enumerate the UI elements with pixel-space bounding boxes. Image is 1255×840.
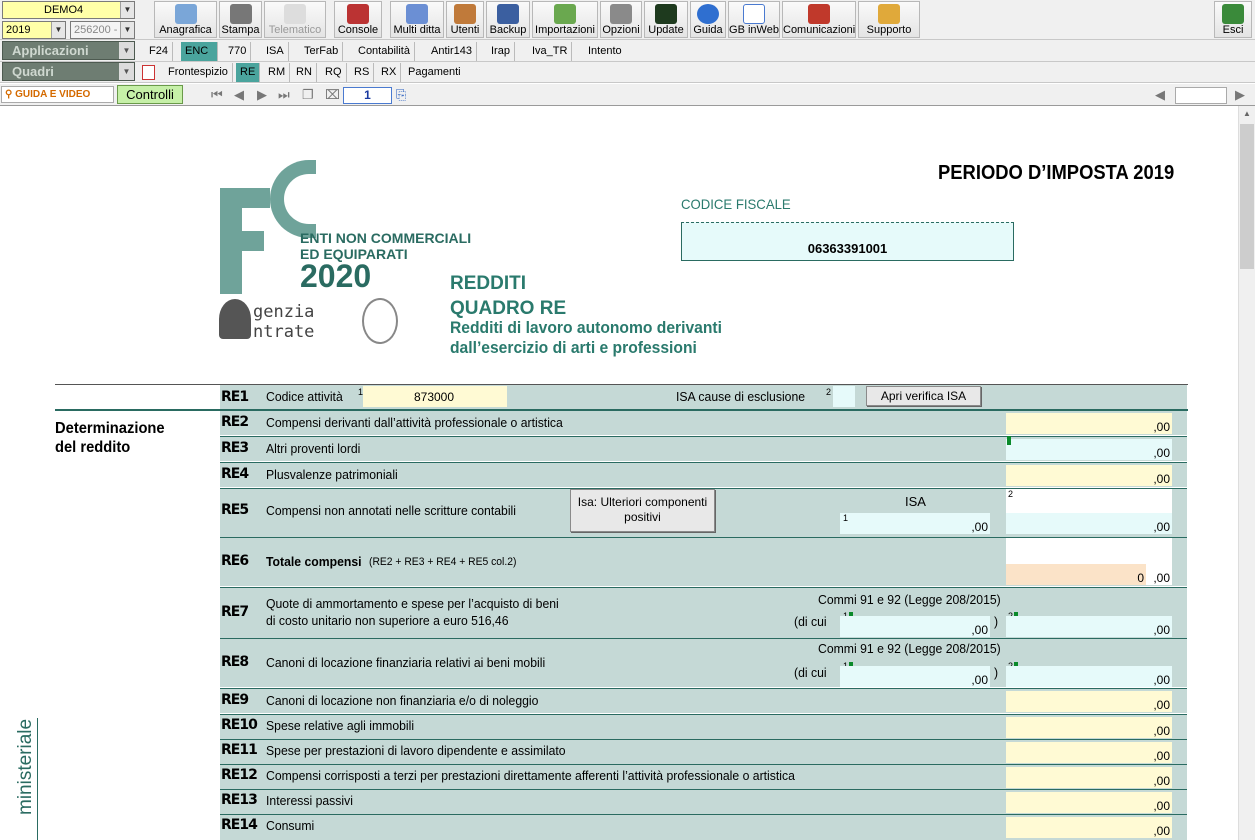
re7-col1-field[interactable]: ,00 [840, 616, 990, 637]
download-icon [554, 4, 576, 24]
quadri-label: Quadri [12, 64, 54, 79]
button-label: Console [337, 24, 379, 36]
chevron-down-icon: ▼ [119, 63, 134, 80]
gbinweb-button[interactable] [728, 1, 780, 38]
re6-blank [1006, 538, 1172, 564]
esci-button[interactable] [1214, 1, 1252, 38]
quadro-title: QUADRO RE [450, 298, 567, 319]
close-paren: ) [994, 665, 999, 680]
button-label: Comunicazioni [783, 24, 856, 36]
isa-cause-label: ISA cause di esclusione [676, 389, 806, 404]
guida-label: GUIDA E VIDEO [15, 89, 91, 100]
commi-label: Commi 91 e 92 (Legge 208/2015) [818, 641, 1001, 656]
button-label: Telematico [268, 24, 322, 36]
button-label: Utenti [450, 24, 480, 36]
row-label: Spese relative agli immobili [266, 718, 415, 733]
scroll-left-icon[interactable]: ◀ [1155, 87, 1165, 102]
chevron-down-icon: ▼ [119, 42, 134, 59]
apri-verifica-isa-button[interactable]: Apri verifica ISA [866, 386, 981, 406]
pdf-icon[interactable] [142, 65, 155, 80]
codice-attivita-field[interactable]: 873000 [363, 386, 507, 407]
backup-button[interactable] [486, 1, 530, 38]
button-label-line2: positivi [624, 510, 661, 524]
row-code: RE4 [221, 466, 249, 482]
quadri-select[interactable] [2, 62, 135, 81]
guida-video-button[interactable] [1, 86, 114, 103]
column-number: 2 [826, 387, 832, 397]
enc-logo-c [270, 160, 316, 238]
anagrafica-button[interactable] [154, 1, 217, 38]
utenti-button[interactable] [446, 1, 484, 38]
row-note: (RE2 + RE3 + RE4 + RE5 col.2) [369, 556, 517, 568]
column-number: 2 [1008, 489, 1014, 499]
page-number-field[interactable]: 1 [343, 87, 392, 104]
tab-rm[interactable]: RM [264, 63, 290, 82]
row-code: RE8 [221, 654, 249, 670]
console-icon [347, 4, 369, 24]
cloud-icon [743, 4, 765, 24]
guida-button[interactable] [690, 1, 726, 38]
section-title-line1: Determinazione [55, 420, 165, 437]
row-label: Totale compensi [266, 554, 362, 569]
tab-f24[interactable]: F24 [145, 42, 173, 61]
year-select[interactable] [2, 21, 66, 39]
tab-re[interactable]: RE [236, 63, 260, 82]
year-value: 2019 [6, 24, 31, 36]
server-icon [497, 4, 519, 24]
re5-col2-field[interactable]: ,00 [1006, 513, 1172, 534]
tab-iva-tr[interactable]: Iva_TR [528, 42, 572, 61]
support-icon [878, 4, 900, 24]
row-label: Compensi derivanti dall’attività professionale o artistica [266, 415, 563, 430]
telematico-icon [284, 4, 306, 24]
row-code: RE14 [221, 817, 257, 833]
last-page-icon[interactable]: ⏭ [278, 87, 290, 102]
isa-ulteriori-componenti-button[interactable] [570, 489, 715, 532]
row-label: Canoni di locazione finanziaria relativi ai beni mobili [266, 655, 546, 670]
supporto-button[interactable] [858, 1, 920, 38]
controlli-button[interactable]: Controlli [117, 85, 183, 104]
scroll-right-icon[interactable]: ▶ [1235, 87, 1245, 102]
first-page-icon[interactable]: ⏮ [211, 87, 223, 102]
scroll-up-icon[interactable]: ▲ [1243, 109, 1251, 118]
re10-field[interactable]: ,00 [1006, 717, 1172, 738]
column-number: 1 [358, 387, 364, 397]
update-icon [655, 4, 677, 24]
tab-rx[interactable]: RX [377, 63, 401, 82]
row-code: RE6 [221, 553, 249, 569]
tab-rn[interactable]: RN [292, 63, 317, 82]
code-value: 256200 - [74, 24, 118, 36]
id-card-icon [175, 4, 197, 24]
row-label: Quote di ammortamento e spese per l’acquisto di beni [266, 596, 559, 611]
communication-icon [808, 4, 830, 24]
button-label: GB inWeb [729, 24, 779, 36]
enc-logo-bar1 [242, 188, 270, 208]
re9-field[interactable]: ,00 [1006, 691, 1172, 712]
row-code: RE9 [221, 692, 249, 708]
company-value: DEMO4 [44, 4, 84, 16]
re14-field[interactable]: ,00 [1006, 817, 1172, 838]
row-code: RE13 [221, 792, 257, 808]
comunicazioni-button[interactable] [782, 1, 856, 38]
row-label: Canoni di locazione non finanziaria e/o di noleggio [266, 693, 539, 708]
subtitle-line2: dall’esercizio di arti e professioni [450, 338, 697, 357]
codice-fiscale-label: CODICE FISCALE [681, 196, 791, 212]
prev-page-icon[interactable]: ◀ [234, 87, 244, 102]
tab-enc[interactable]: ENC [181, 42, 218, 61]
codice-fiscale-field[interactable]: 06363391001 [681, 222, 1014, 261]
agenzia-logo-a [219, 299, 251, 339]
button-label: Stampa [221, 24, 260, 36]
logo-line2: ED EQUIPARATI [300, 246, 408, 262]
logo-line1: ENTI NON COMMERCIALI [300, 230, 472, 246]
wrench-icon [610, 4, 632, 24]
close-paren: ) [994, 614, 999, 629]
chevron-down-icon: ▼ [120, 2, 134, 18]
re2-field[interactable]: ,00 [1006, 413, 1172, 434]
vertical-scrollbar[interactable] [1238, 106, 1255, 840]
exit-icon [1222, 4, 1244, 24]
column-number: 1 [843, 513, 849, 523]
tab-contabilita[interactable]: Contabilità [354, 42, 415, 61]
periodo-imposta: PERIODO D’IMPOSTA 2019 [938, 162, 1175, 184]
tab-terfab[interactable]: TerFab [300, 42, 343, 61]
row-code: RE10 [221, 717, 257, 733]
re13-field[interactable]: ,00 [1006, 792, 1172, 813]
stampa-button[interactable] [219, 1, 262, 38]
row-label: Plusvalenze patrimoniali [266, 467, 398, 482]
re4-field[interactable]: ,00 [1006, 465, 1172, 486]
isa-cause-field[interactable] [833, 386, 855, 407]
row-code: RE11 [221, 742, 257, 758]
logo-year: 2020 [300, 258, 372, 294]
button-label-line1: Isa: Ulteriori componenti [577, 495, 708, 509]
redditi-title: REDDITI [450, 273, 526, 294]
applications-bar [0, 40, 1255, 62]
users-icon [454, 4, 476, 24]
agenzia-text1: genzia [253, 302, 315, 322]
importazioni-button[interactable] [532, 1, 598, 38]
company-select[interactable] [2, 1, 135, 19]
subtitle-line1: Redditi di lavoro autonomo derivanti [450, 318, 722, 337]
side-label: ministeriale [15, 718, 36, 815]
row-code: RE2 [221, 414, 249, 430]
quadri-bar [0, 62, 1255, 83]
delete-page-icon[interactable]: ⌧ [325, 87, 340, 102]
row-label: Codice attività [266, 389, 343, 404]
re5-col1-field[interactable]: ,00 [840, 513, 990, 534]
row-code: RE7 [221, 604, 249, 620]
form-page [0, 106, 1238, 840]
next-page-icon[interactable]: ▶ [257, 87, 267, 102]
isa-label: ISA [905, 494, 926, 509]
re7-col2-field[interactable]: ,00 [1006, 616, 1172, 637]
row-label: Compensi corrisposti a terzi per prestazioni direttamente afferenti l’attività professionale o artistica [266, 768, 795, 783]
re8-col2-field[interactable]: ,00 [1006, 666, 1172, 687]
search-icon: ⚲ [5, 89, 16, 100]
totale-decimals: ,00 [1146, 564, 1172, 585]
row-label: Compensi non annotati nelle scritture contabili [266, 503, 516, 518]
chevron-down-icon: ▼ [120, 22, 134, 38]
copy-page-icon[interactable]: ❐ [302, 87, 314, 102]
tab-irap[interactable]: Irap [487, 42, 515, 61]
row-label: Interessi passivi [266, 793, 353, 808]
row-label: Spese per prestazioni di lavoro dipendente e assimilato [266, 743, 566, 758]
enc-logo [220, 188, 242, 294]
update-button[interactable] [644, 1, 688, 38]
console-button[interactable] [334, 1, 382, 38]
horizontal-scroll-field[interactable] [1175, 87, 1227, 104]
help-icon [697, 4, 719, 24]
row-code: RE1 [221, 389, 249, 405]
commi-label: Commi 91 e 92 (Legge 208/2015) [818, 592, 1001, 607]
section-title-line2: del reddito [55, 439, 131, 456]
di-cui-label: (di cui [794, 665, 827, 680]
button-label: Backup [489, 24, 527, 36]
side-divider [37, 718, 38, 840]
note-marker-icon[interactable] [1007, 436, 1011, 445]
button-label: Multi ditta [393, 24, 441, 36]
applicazioni-select[interactable] [2, 41, 135, 60]
tab-rs[interactable]: RS [350, 63, 374, 82]
opzioni-button[interactable] [600, 1, 642, 38]
enc-logo-bar2 [242, 231, 264, 251]
re11-field[interactable]: ,00 [1006, 742, 1172, 763]
multiditta-button[interactable] [390, 1, 444, 38]
applicazioni-label: Applicazioni [12, 43, 89, 58]
tab-frontespizio[interactable]: Frontespizio [164, 63, 233, 82]
network-icon [406, 4, 428, 24]
re8-col1-field[interactable]: ,00 [840, 666, 990, 687]
section-title [55, 419, 165, 457]
main-toolbar [0, 0, 1255, 40]
button-label: Opzioni [602, 24, 640, 36]
navigation-bar [0, 84, 1255, 106]
code-select[interactable] [70, 21, 135, 39]
row-code: RE5 [221, 502, 249, 518]
row-code: RE12 [221, 767, 257, 783]
emblem-icon [362, 298, 398, 344]
tab-pagamenti[interactable]: Pagamenti [408, 66, 461, 78]
re3-field[interactable]: ,00 [1006, 439, 1172, 460]
scrollbar-thumb[interactable] [1240, 124, 1254, 269]
row-label-line2: di costo unitario non superiore a euro 516,46 [266, 613, 509, 628]
row-code: RE3 [221, 440, 249, 456]
totale-compensi-field: 0 [1006, 564, 1146, 585]
button-label: Supporto [866, 24, 912, 36]
tab-isa[interactable]: ISA [262, 42, 289, 61]
telematico-button[interactable] [264, 1, 326, 38]
chevron-down-icon: ▼ [51, 22, 65, 38]
button-label: Importazioni [535, 24, 595, 36]
re12-field[interactable]: ,00 [1006, 767, 1172, 788]
tab-770[interactable]: 770 [224, 42, 251, 61]
tab-antir143[interactable]: Antir143 [427, 42, 477, 61]
export-icon[interactable]: ⎘ [396, 87, 407, 102]
button-label: Guida [693, 24, 723, 36]
button-label: Anagrafica [159, 24, 212, 36]
tab-rq[interactable]: RQ [321, 63, 347, 82]
row-label: Consumi [266, 818, 315, 833]
tab-intento[interactable]: Intento [588, 45, 622, 57]
button-label: Esci [1222, 24, 1244, 36]
row-label: Altri proventi lordi [266, 441, 361, 456]
re5-blank [1006, 489, 1172, 513]
button-label: Update [648, 24, 684, 36]
printer-icon [230, 4, 252, 24]
agenzia-text2: ntrate [253, 322, 315, 342]
di-cui-label: (di cui [794, 614, 827, 629]
